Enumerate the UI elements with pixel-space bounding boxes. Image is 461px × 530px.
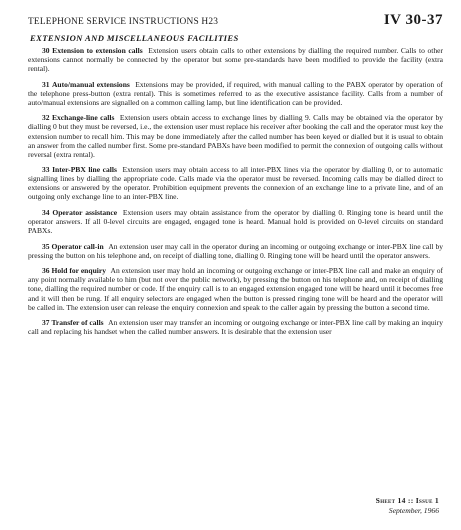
paragraph-37 <box>28 318 443 336</box>
paragraph-title: Transfer of calls <box>51 318 104 328</box>
paragraph-text: An extension user may transfer an incoming or outgoing exchange or inter-PBX line call by making an inquiry call and replacing his handset when the called number answers. It is desirable that the extension user <box>28 318 443 337</box>
paragraph-number: 33 <box>42 165 50 175</box>
paragraph-30 <box>28 46 443 73</box>
paragraph-32 <box>28 113 443 158</box>
section-reference: IV 30-37 <box>383 12 443 28</box>
paragraph-number: 31 <box>42 79 50 89</box>
paragraph-title: Extension to extension calls <box>52 46 143 55</box>
paragraph-number: 35 <box>42 241 50 251</box>
paragraph-text: Extensions may be provided, if required, with manual calling to the PABX operator by operation of the telephone press-button (extra rental). This is sometimes referred to as the executive assistance facility. Calls from a number of auto/manual extensions are signalled on a common calling lamp, but line identification can be provided. <box>28 79 444 107</box>
sheet-issue-label: Sheet 14 :: Issue 1 <box>375 496 439 505</box>
section-heading: EXTENSION AND MISCELLANEOUS FACILITIES <box>30 33 239 43</box>
paragraph-number: 36 <box>42 266 50 276</box>
paragraph-title: Exchange-line calls <box>52 113 115 123</box>
paragraph-number: 32 <box>42 113 50 123</box>
paragraph-title: Operator assistance <box>52 207 118 217</box>
paragraph-text: An extension user may hold an incoming or outgoing exchange or inter-PBX line call and make an enquiry of any point normally available to him (but not over the public network), by pressing the button on his telephone and, on receipt of dialling tone, dialling the required number or code. If the enquiry call is to an engaged extension engaged tone will be heard until it becomes free and it will then be rung. If all enquiry selectors are engaged when the button is pressed ringing tone will be heard and the operator will be called in. The extension user can release the enquiry connexion and speak to the caller again by pressing the button a second time. <box>28 266 443 312</box>
paragraph-34 <box>28 208 443 235</box>
paragraph-31 <box>28 80 443 107</box>
paragraph-number: 34 <box>42 207 50 217</box>
running-header <box>28 12 443 29</box>
paragraph-35 <box>28 242 443 260</box>
paragraph-text: Extension users may obtain assistance from the operator by dialling 0. Ringing tone is heard until the operator answers. If all 0-level circuits are engaged, engaged tone is heard. Manual hold is provided on 0-level circuits on standard PABXs. <box>28 207 443 236</box>
paragraph-36 <box>28 266 443 311</box>
paragraph-text: Extension users obtain access to exchange lines by dialling 9. Calls may be obtained via the operator by dialling 0 but they must be reversed, i.e., the extension user must replace his receiver after booking the call and the operator must key the extension number to recall him. This may be done immediately after the called number has been keyed or dialled but it is usual to obtain an answer from the called number first. Some pre-standard PABXs have been modified to permit the connexion of outgoing calls without reversal (extra rental). <box>28 113 444 159</box>
paragraph-title: Auto/manual extensions <box>51 79 130 89</box>
paragraph-number: 30 <box>42 46 50 55</box>
paragraph-33 <box>28 165 443 201</box>
publication-title: TELEPHONE SERVICE INSTRUCTIONS H23 <box>28 17 219 27</box>
paragraph-text: An extension user may call in the operator during an incoming or outgoing exchange or inter-PBX line call by pressing the button on his telephone and, on receipt of dialling tone, dialling 0. Ringing tone will be heard until the operator answers. <box>28 241 443 260</box>
page-footer <box>376 496 439 516</box>
paragraph-text: Extension users obtain calls to other extensions by dialling the required number. Calls to other extensions cannot normally be connected by the operator but some pre-standards have been modified to provide the facility (extra rental). <box>28 46 443 74</box>
paragraph-title: Inter-PBX line calls <box>52 165 117 175</box>
paragraph-text: Extension users may obtain access to all inter-PBX lines via the operator by dialling 0, or to automatic signalling lines by dialling the appropriate code. Calls made via the operator must be reversed. Incoming calls may be dialled direct to extensions or answered by the operator. Prohibition equipment prevents the connexion of an exchange line to a private line, and of an outgoing only exchange line to an inter-PBX line. <box>28 165 443 202</box>
issue-date: September, 1966 <box>388 506 439 515</box>
paragraph-title: Operator call-in <box>51 241 104 251</box>
paragraph-title: Hold for enquiry <box>51 266 106 276</box>
paragraph-number: 37 <box>42 318 50 328</box>
